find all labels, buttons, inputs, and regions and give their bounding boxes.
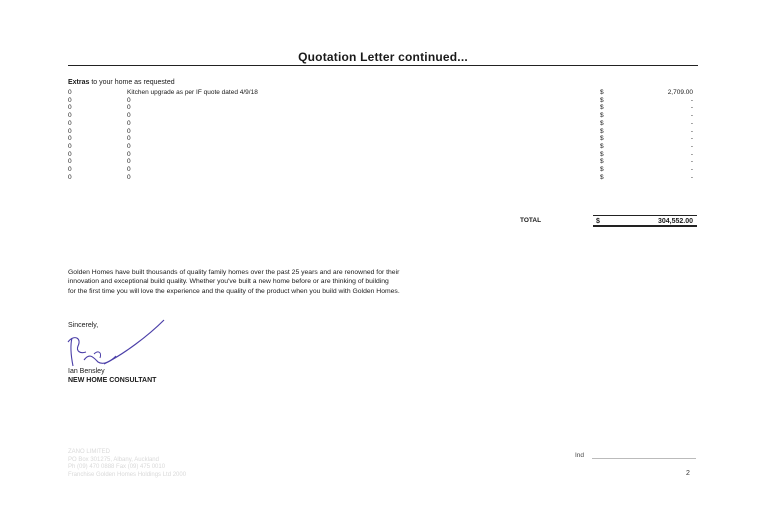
row-code: 0	[127, 166, 131, 173]
row-amount: -	[690, 104, 693, 112]
row-code: 0	[127, 135, 131, 143]
row-number: 0	[68, 142, 72, 150]
footer-line: ZANO LIMITED	[68, 449, 111, 455]
row-code: 0	[127, 112, 131, 120]
row-amount: -	[690, 135, 693, 143]
row-number: 0	[68, 127, 72, 135]
row-currency: $	[600, 104, 604, 112]
row-number: 0	[68, 96, 72, 104]
total-value	[593, 215, 697, 227]
row-amount: -	[690, 158, 693, 166]
row-currency: $	[600, 89, 604, 96]
row-code: 0	[127, 127, 131, 135]
row-currency: $	[600, 119, 604, 127]
row-currency: $	[600, 158, 604, 166]
row-currency: $	[600, 135, 604, 143]
row-number: 0	[68, 173, 72, 181]
total-amount: 304,552.00	[657, 218, 693, 225]
row-code: 0	[127, 150, 131, 158]
row-amount: 2,709.00	[667, 89, 693, 96]
title-underline	[68, 65, 698, 66]
row-amount: -	[690, 150, 693, 158]
extras-row	[0, 174, 768, 182]
company-blurb	[68, 268, 668, 296]
row-number: 0	[68, 166, 72, 173]
page-number: 2	[686, 470, 690, 477]
row-currency: $	[600, 173, 604, 181]
blurb-line: for the first time you will love the experience and the quality of the product when you build with Golden Homes.	[68, 287, 400, 295]
signer-name: Ian Bensley	[68, 368, 105, 375]
signer-title: NEW HOME CONSULTANT	[68, 377, 157, 384]
row-amount: -	[690, 119, 693, 127]
closing: Sincerely,	[68, 322, 99, 329]
row-currency: $	[600, 166, 604, 173]
footer-line: Ph (09) 470 0888 Fax (09) 475 0010	[68, 464, 166, 470]
company-footer	[68, 449, 186, 479]
page-title: Quotation Letter continued...	[298, 50, 468, 64]
blurb-line: innovation and exceptional build quality. Whether you've built a new home before or are thinking of building	[68, 278, 389, 286]
row-description: Kitchen upgrade as per IF quote dated 4/9/18	[127, 89, 258, 96]
row-number: 0	[68, 158, 72, 166]
total-label: TOTAL	[520, 217, 542, 224]
row-code: 0	[127, 119, 131, 127]
initial-line	[592, 458, 696, 459]
row-code: 0	[127, 96, 131, 104]
row-number: 0	[68, 104, 72, 112]
row-amount: -	[690, 112, 693, 120]
row-currency: $	[600, 127, 604, 135]
row-currency: $	[600, 142, 604, 150]
row-number: 0	[68, 89, 72, 96]
row-amount: -	[690, 173, 693, 181]
row-amount: -	[690, 166, 693, 173]
row-number: 0	[68, 119, 72, 127]
row-currency: $	[600, 112, 604, 120]
initial-label: Ind	[575, 452, 585, 459]
extras-heading-bold: Extras	[68, 79, 90, 86]
row-code: 0	[127, 142, 131, 150]
row-amount: -	[690, 127, 693, 135]
row-number: 0	[68, 112, 72, 120]
row-number: 0	[68, 135, 72, 143]
total-currency: $	[596, 218, 600, 225]
row-number: 0	[68, 150, 72, 158]
signature-image	[64, 316, 174, 372]
extras-heading-text: to your home as requested	[89, 79, 175, 86]
row-currency: $	[600, 150, 604, 158]
row-currency: $	[600, 96, 604, 104]
footer-line: PO Box 301275, Albany, Auckland	[68, 456, 159, 463]
extras-heading	[68, 79, 175, 86]
row-code: 0	[127, 104, 131, 112]
row-code: 0	[127, 158, 131, 166]
blurb-line: Golden Homes have built thousands of quality family homes over the past 25 years and are renowned for their	[68, 269, 400, 276]
row-code: 0	[127, 173, 131, 181]
row-amount: -	[690, 96, 693, 104]
footer-line: Franchise Golden Homes Holdings Ltd 2000	[68, 471, 187, 478]
row-amount: -	[690, 142, 693, 150]
